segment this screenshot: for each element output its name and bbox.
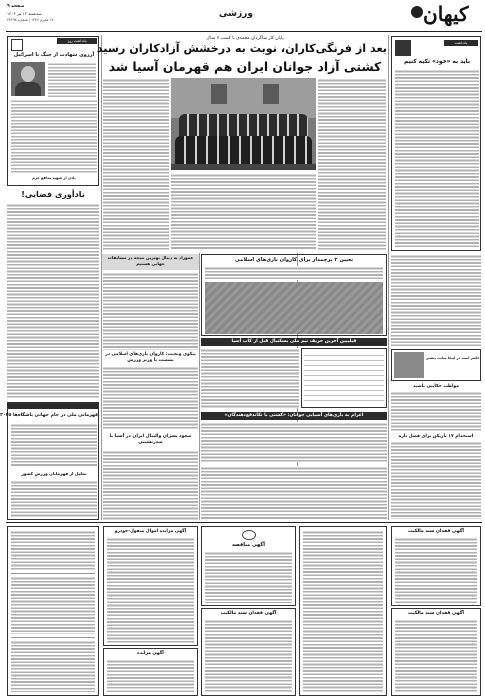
martyr-text (11, 99, 97, 173)
martyr-caption: یادی از شهید مدافع حرم (32, 176, 76, 180)
misc-story-text (201, 466, 387, 520)
ahvaz-story-title: اعزام به بازی‌های آسیایی جوانان: «کشتی با تکاندفع‌دهندگان» (224, 413, 364, 418)
newspaper-logo (411, 4, 477, 28)
ad-box-right-mid (299, 526, 387, 696)
martyr-title: آرزوی شهادت از جنگ با اسرائیل (13, 52, 95, 58)
lead-text-below-photo (171, 173, 316, 250)
ad-text (11, 640, 95, 692)
lead-headline-1: بعد از فرنگی‌کاران، نوبت به درخشش آزادکاران رسید (96, 42, 387, 55)
ad-box-left-2 (103, 648, 198, 696)
ad-divider (11, 573, 95, 574)
bullets-story-text (201, 348, 299, 408)
ad-title: آگهی فقدان سند مالکیت (408, 611, 464, 616)
bottom-left-box-bar (8, 403, 98, 409)
right-story-title-2: استخدام ۱۷ بازیکن برای فصل تازه (398, 434, 474, 439)
lead-headline-2: کشتی آزاد جوانان ایران هم قهرمان آسیا شد (108, 59, 382, 74)
ad-title: آگهی مزایده (137, 651, 164, 656)
martyr-emblem-icon (11, 39, 23, 51)
lead-kicker: پایان کار شاگردان محمدی با کسب ۷ مدال (206, 36, 284, 41)
ad-box-far-left (7, 526, 99, 696)
islamic-games-title: تعیین ۲ پرچمدار برای کاروان بازی‌های اسلامی (234, 257, 354, 263)
ad-title: آگهی فقدان سند مالکیت (408, 529, 464, 534)
ad-divider (11, 637, 95, 638)
ahvaz-story-bar (201, 412, 387, 420)
right-editorial-box (391, 36, 481, 251)
ad-box-mid-1 (201, 526, 296, 606)
kurdish-story-head (102, 254, 199, 270)
ad-title: آگهی مزایده اموال منقول-خودرو (114, 529, 187, 534)
promo-box (391, 349, 481, 381)
ad-text (107, 537, 194, 643)
ad-text (205, 619, 292, 693)
lead-text-left (103, 78, 169, 250)
bottom-left-box (0, 402, 99, 520)
bottom-left-text (11, 480, 97, 518)
ahvaz-story-text (201, 422, 387, 462)
martyr-box (7, 36, 99, 186)
ads-rule (6, 522, 482, 523)
logo-emblem-icon (411, 6, 423, 18)
kurdish-story-title: عموزاد به دنبال بهترین نتیجه در مسابقات جهانی هستیم (107, 255, 194, 266)
team-photo (171, 78, 316, 170)
logo-text: کیهان (423, 2, 469, 26)
right-lower-text (391, 254, 481, 346)
martyr-box-label: یادداشت روز (57, 38, 97, 44)
editorial-emblem-icon (395, 40, 411, 56)
promo-image (394, 352, 424, 378)
kurdish-story-text (103, 272, 198, 350)
islamic-games-box (201, 254, 387, 336)
bottom-left-text (11, 423, 97, 467)
ad-title: آگهی فقدان سند مالکیت (220, 611, 277, 616)
column-title: نادأوری فضایی! (21, 190, 85, 199)
masthead-rule (6, 31, 482, 32)
ad-text (303, 530, 383, 692)
ad-text (395, 537, 477, 603)
martyr-portrait (11, 62, 45, 96)
ad-title: آگهی مناقصه (232, 542, 265, 548)
bottom-left-box-title: قهرمانی ملی در جام جهانی باشگاه‌ها ۲۰۲۵ (0, 413, 98, 418)
ad-box-left-1 (103, 526, 198, 646)
ad-text (395, 619, 477, 693)
bullets-stats-table (301, 348, 387, 408)
ad-box-mid-2 (201, 608, 296, 696)
ad-text (11, 530, 95, 570)
column-divider (199, 253, 200, 520)
islamic-games-text (205, 266, 383, 280)
right-story-text (391, 441, 481, 519)
masthead (3, 0, 485, 32)
editorial-label: یادداشت (444, 40, 478, 46)
bullets-story-title: فیلیپین آخرین حریف تیم ملی بسکتبال قبل از کاپ آسیا (231, 339, 357, 344)
promo-text: حاضر است در اینجا سایت بیشتر (426, 356, 480, 360)
volley-story-title: صعود پسران والیبال ایران در آسیا با صدرنشینی (109, 434, 192, 446)
right-story-text (391, 391, 481, 431)
page-label: صفحه ۹ (7, 4, 25, 9)
lead-text-right (318, 78, 386, 250)
masthead-date: سه‌شنبه ۱۲ تیر ۱۴۰۴ (7, 11, 42, 16)
ad-text (11, 576, 95, 634)
stats-rows (304, 351, 384, 405)
ad-box-right-1 (391, 526, 481, 606)
volley-story-text (103, 450, 198, 520)
ad-text (205, 551, 292, 603)
ad-seal-icon (242, 530, 256, 540)
bottom-left-box-subtitle: تجلیل از قهرمانان ورزش کشور (21, 471, 87, 476)
column-divider (388, 35, 389, 520)
flagbearers-photo (205, 282, 383, 334)
masthead-date-hijri: ۱۸ محرم ۱۴۴۷ | شماره ۲۴۲۹۸ (7, 18, 54, 22)
editorial-text (395, 69, 479, 249)
editorial-title: باید به «خود» تکیه کنیم (404, 59, 470, 65)
column-divider (101, 35, 102, 520)
islamic-team-text (103, 366, 198, 430)
ad-text (107, 659, 194, 693)
section-title: ورزشی (219, 9, 253, 19)
ad-box-right-2 (391, 608, 481, 696)
column-body (7, 203, 99, 398)
right-story-title: مواظب حکایتی باشید (412, 384, 459, 389)
bullets-story-bar (201, 338, 387, 346)
islamic-team-title: پیکوی ونجیب: کاروان بازی‌های اسلامی در نشست با وزیر ورزش (105, 352, 196, 363)
